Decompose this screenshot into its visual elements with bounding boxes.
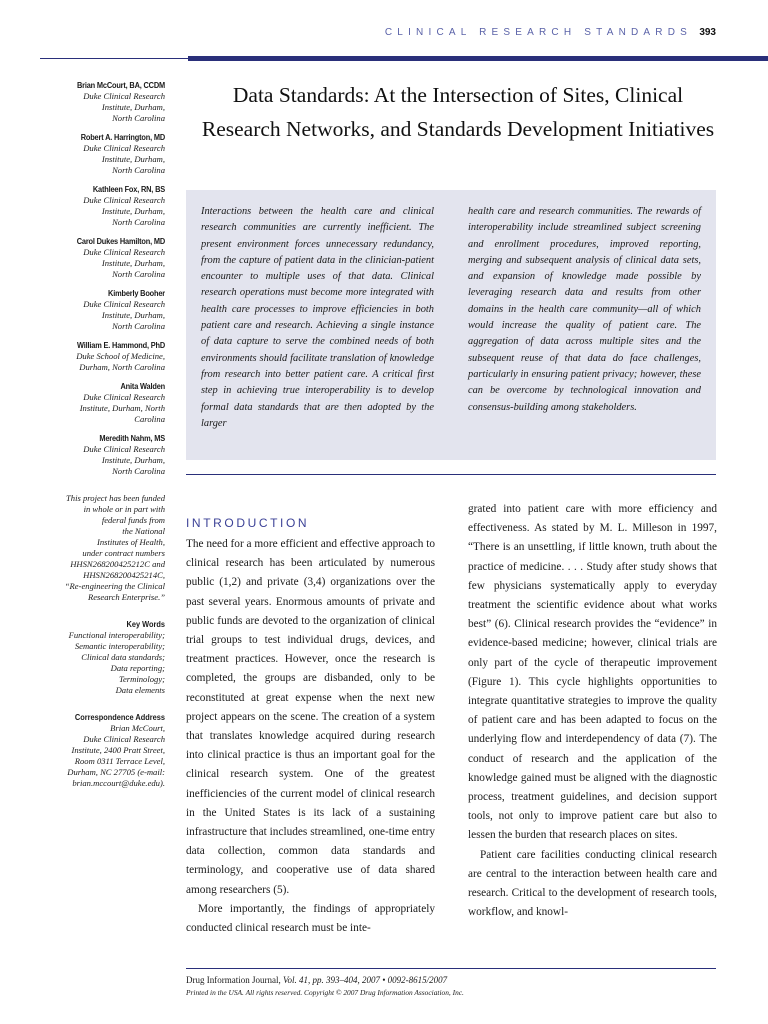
author-entry bbox=[40, 132, 165, 176]
section-heading: INTRODUCTION bbox=[186, 516, 310, 530]
author-entry bbox=[40, 184, 165, 228]
keywords-list: Functional interoperability; Semantic interoperability; Clinical data standards; Data reporting; Terminology; Data elements bbox=[68, 630, 165, 695]
citation-details: , Vol. 41, pp. 393–404, 2007 • 0092-8615/2007 bbox=[278, 975, 448, 985]
author-name: William E. Hammond, PhD bbox=[77, 340, 165, 350]
paragraph: More importantly, the findings of appropriately conducted clinical research must be inte- bbox=[186, 902, 435, 935]
article-title: Data Standards: At the Intersection of Sites, Clinical Research Networks, and Standards Development Initiatives bbox=[201, 83, 715, 141]
journal-name: Drug Information Journal bbox=[186, 975, 279, 985]
funding-note: This project has been funded in whole or in part with federal funds from the National Institutes of Health, under contract numbers HHSN268200425212C and HHSN268200425214C, “Re-engineering the Clinical Research Enterprise.” bbox=[64, 493, 165, 602]
author-affiliation: Duke School of Medicine, Durham, North Carolina bbox=[76, 351, 165, 372]
author-name: Meredith Nahm, MS bbox=[99, 433, 165, 443]
author-name: Kimberly Booher bbox=[108, 288, 165, 298]
author-sidebar bbox=[40, 80, 165, 789]
author-name: Kathleen Fox, RN, BS bbox=[92, 184, 165, 194]
author-affiliation: Duke Clinical Research Institute, Durham, North Carolina bbox=[83, 195, 165, 227]
author-name: Robert A. Harrington, MD bbox=[80, 132, 165, 142]
abstract-left-column: Interactions between the health care and clinical research communities are currently inefficient. The present environment forces unnecessary redundancy, from the capture of patient data in the clinician-patient encounter to multiple uses of that data. Clinical research operations must become more integrated with health care processes to improve efficiencies in both patient care and research. Achieving a single instance of data capture to serve the combined needs of both environments should facilitate translation of knowledge from research into better patient care. A critical first step in achieving true interoperability is to develop formal data standards that are then adopted by the larger bbox=[201, 206, 434, 429]
author-affiliation: Duke Clinical Research Institute, Durham, North Carolina bbox=[83, 91, 165, 123]
author-affiliation: Duke Clinical Research Institute, Durham, North Carolina bbox=[83, 247, 165, 279]
body-right-column bbox=[468, 500, 717, 922]
keywords-heading: Key Words bbox=[126, 619, 165, 629]
body-left-column bbox=[186, 535, 435, 938]
author-entry bbox=[40, 236, 165, 280]
author-name: Brian McCourt, BA, CCDM bbox=[76, 80, 165, 90]
page-number: 393 bbox=[699, 27, 716, 38]
author-entry bbox=[40, 340, 165, 373]
abstract-rule bbox=[186, 474, 716, 475]
abstract-right-column: health care and research communities. The rewards of interoperability include streamlined subject screening and enrollment procedures, improved reporting, merging and subsequent analysis of clinical data sets, and expansion of knowledge made possible by leveraging research data and results from other domains in the health care community—all of which would increase the quality of patient care. The aggregation of data across multiple sites and the subsequent reuse of that data do face challenges, particularly in ensuring patient privacy; however, these can be overcome by technological innovation and consensus-building among stakeholders. bbox=[468, 206, 701, 413]
correspondence-heading: Correspondence Address bbox=[74, 712, 165, 722]
paragraph: grated into patient care with more efficiency and effectiveness. As stated by M. L. Milleson in 1997, “There is an unsettling, if little known, truth about the practice of medicine. . . . Study after study shows that few physicians systematically apply to everyday treatment the scientific evidence about what works best” (6). Clinical research provides the “evidence” in evidence-based medicine; however, clinical trials are only part of the cycle of therapeutic improvement (Figure 1). This cycle highlights opportunities to integrate quantitative strategies to improve the quality of patient care and has been adapted to focus on the underlying flow and interdependency of data (7). The conduct of research and the application of the knowledge gained must be aligned with the diagnostic process, treatment guidelines, and decision support tools, not only to improve patient care but also to lessen the burden that research places on sites. bbox=[468, 503, 717, 842]
paragraph: Patient care facilities conducting clinical research are central to the interaction between health care and research. Critical to the development of research tools, workflow, and knowl- bbox=[468, 848, 717, 919]
author-name: Anita Walden bbox=[120, 381, 165, 391]
header-rule-thin bbox=[40, 58, 188, 59]
header-rule-thick bbox=[188, 56, 768, 61]
author-affiliation: Duke Clinical Research Institute, Durham, North Carolina bbox=[79, 392, 165, 424]
paragraph: The need for a more efficient and effective approach to clinical research has been articulated by numerous public (1,2) and private (3,4) organizations over the past several years. Enormous amounts of private and public funds are devoted to the organization of clinical trial groups to test individual drugs, devices, and treatment practices. However, once the research is completed, the groups are disbanded, only to be reconstituted at great expense when the next new project appears on the scene. The creation of a system that translates knowledge acquired during research into clinical practice is thus an important goal for the clinical research system. One of the greatest inefficiencies of the current model of clinical research in the United States is its lack of a sustaining infrastructure that includes streamlined, one-time entry data collection, common data standards and terminology, and cooperative use of data shared among researchers (5). bbox=[186, 538, 435, 896]
footer-citation bbox=[186, 975, 447, 985]
author-affiliation: Duke Clinical Research Institute, Durham, North Carolina bbox=[83, 143, 165, 175]
author-name: Carol Dukes Hamilton, MD bbox=[76, 236, 165, 246]
footer-copyright: Printed in the USA. All rights reserved. Copyright © 2007 Drug Information Association, Inc. bbox=[186, 988, 464, 997]
author-entry bbox=[40, 288, 165, 332]
author-entry bbox=[40, 433, 165, 477]
footer-rule bbox=[186, 968, 716, 969]
correspondence-address: Brian McCourt, Duke Clinical Research Institute, 2400 Pratt Street, Room 0311 Terrace Level, Durham, NC 27705 (e-mail: brian.mccourt@duke.edu). bbox=[67, 723, 165, 788]
author-affiliation: Duke Clinical Research Institute, Durham, North Carolina bbox=[83, 299, 165, 331]
author-entry bbox=[40, 80, 165, 124]
running-head: CLINICAL RESEARCH STANDARDS bbox=[384, 27, 692, 38]
author-entry bbox=[40, 381, 165, 425]
author-affiliation: Duke Clinical Research Institute, Durham, North Carolina bbox=[83, 444, 165, 476]
abstract-box bbox=[186, 190, 716, 460]
